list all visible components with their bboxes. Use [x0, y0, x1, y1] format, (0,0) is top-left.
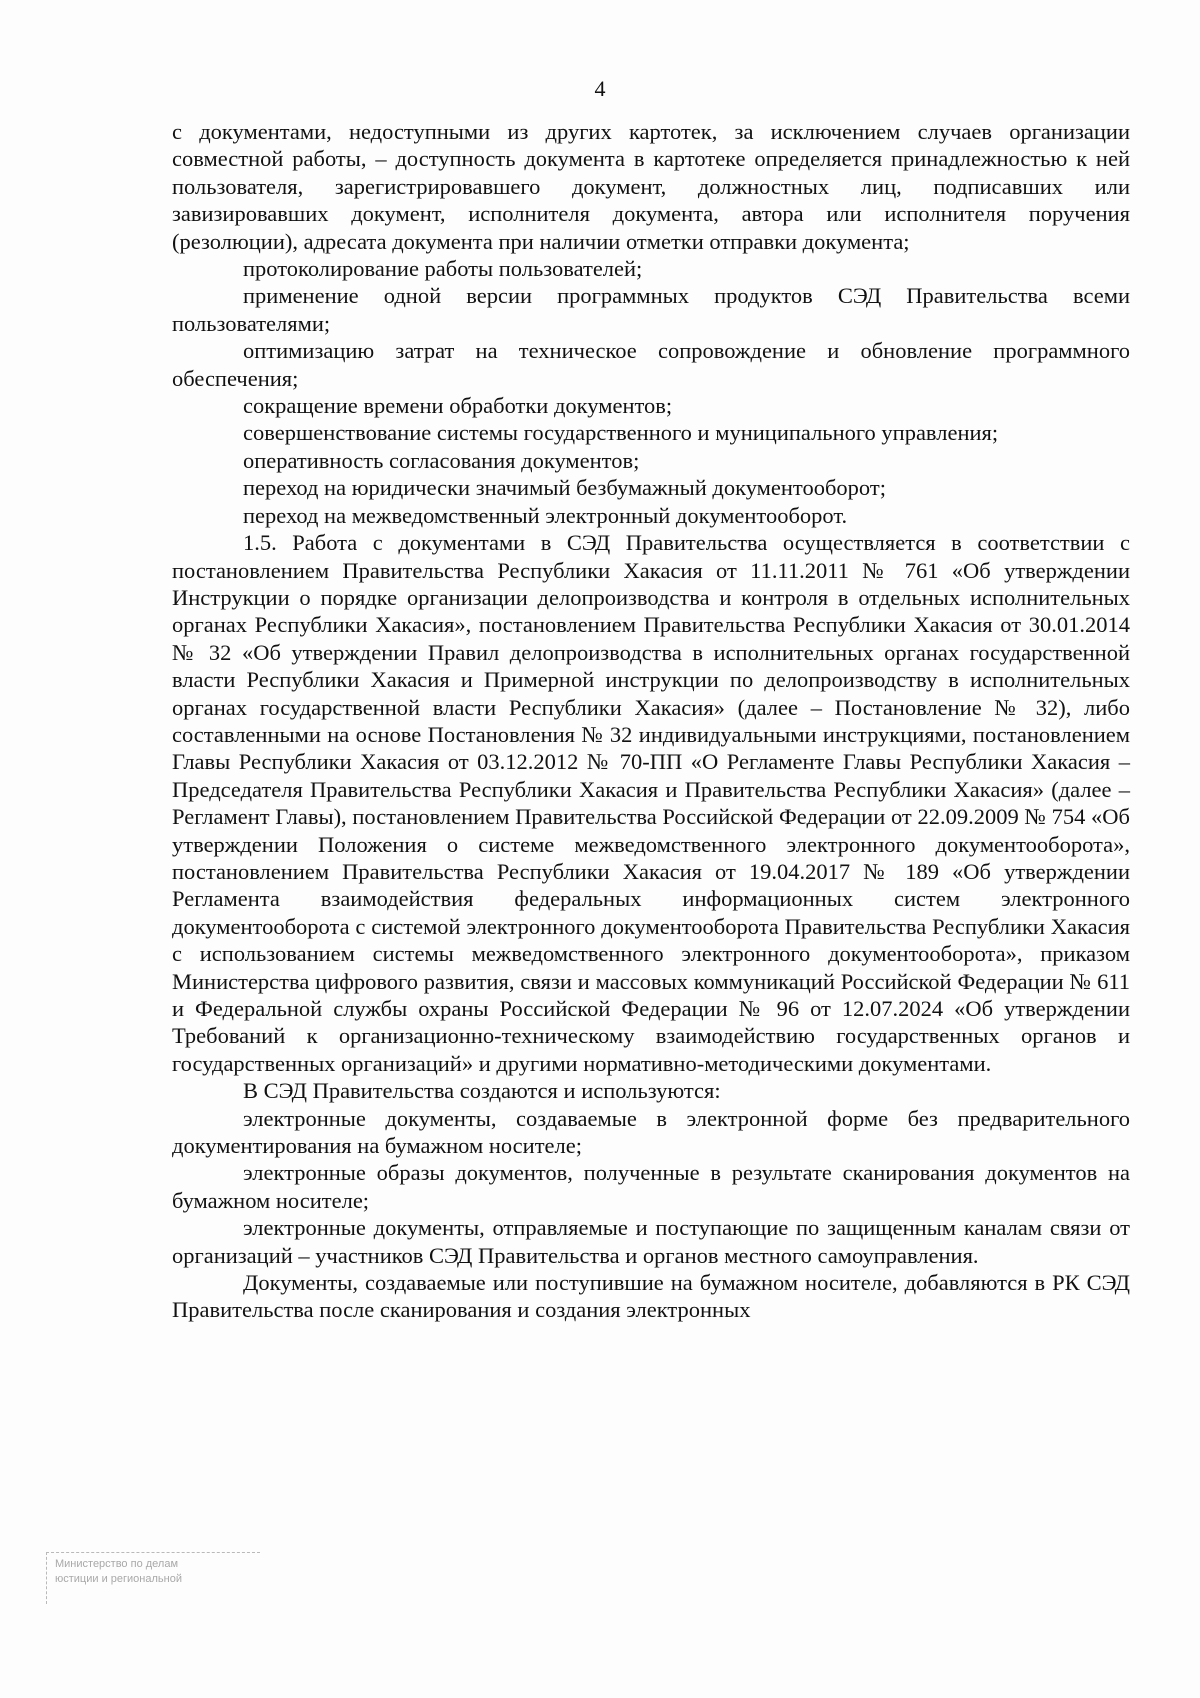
stamp-line: юстиции и региональной	[55, 1573, 182, 1585]
paragraph-section-1-5: 1.5. Работа с документами в СЭД Правительства осуществляется в соответствии с постановлением Правительства Республики Хакасия от 11.11.2011 № 761 «Об утверждении Инструкции о порядке организации делопроизводства и контроля в отдельных исполнительных органах Республики Хакасия», постановлением Правительства Республики Хакасия от 30.01.2014 № 32 «Об утверждении Правил делопроизводства в исполнительных органах государственной власти Республики Хакасия и Примерной инструкции по делопроизводству в исполнительных органах государственной власти Республики Хакасия» (далее – Постановление № 32), либо составленными на основе Постановления № 32 индивидуальными инструкциями, постановлением Главы Республики Хакасия от 03.12.2012 № 70-ПП «О Регламенте Главы Республики Хакасия – Председателя Правительства Республики Хакасия и Правительства Республики Хакасия» (далее – Регламент Главы), постановлением Правительства Российской Федерации от 22.09.2009 № 754 «Об утверждении Положения о системе межведомственного электронного документооборота», постановлением Правительства Республики Хакасия от 19.04.2017 № 189 «Об утверждении Регламента взаимодействия федеральных информационных систем электронного документооборота с системой электронного документооборота Правительства Республики Хакасия с использованием системы межведомственного электронного документооборота», приказом Министерства цифрового развития, связи и массовых коммуникаций Российской Федерации № 611 и Федеральной службы охраны Российской Федерации № 96 от 12.07.2024 «Об утверждении Требований к организационно-техническому взаимодействию государственных органов и государственных организаций» и другими нормативно-методическими документами.	[172, 530, 1130, 1076]
paragraph: оперативность согласования документов;	[243, 447, 640, 473]
paragraph: протоколирование работы пользователей;	[243, 256, 643, 282]
paragraph: сокращение времени обработки документов;	[243, 393, 673, 419]
document-body	[172, 118, 1130, 1324]
paragraph: В СЭД Правительства создаются и используются:	[243, 1078, 721, 1104]
paragraph: применение одной версии программных продуктов СЭД Правительства всеми пользователями;	[172, 283, 1130, 336]
paragraph: переход на юридически значимый безбумажный документооборот;	[243, 475, 886, 501]
paragraph: с документами, недоступными из других картотек, за исключением случаев организации совместной работы, – доступность документа в картотеке определяется принадлежностью к ней пользователя, зарегистрировавшего документ, должностных лиц, подписавших или завизировавших документ, исполнителя документа, автора или исполнителя поручения (резолюции), адресата документа при наличии отметки отправки документа;	[172, 119, 1130, 254]
paragraph: совершенствование системы государственного и муниципального управления;	[243, 420, 999, 446]
stamp-line: Министерство по делам	[55, 1558, 179, 1570]
paragraph: переход на межведомственный электронный документооборот.	[243, 502, 848, 528]
paragraph: электронные образы документов, полученные в результате сканирования документов на бумажном носителе;	[172, 1160, 1130, 1213]
page-number: 4	[594, 76, 606, 101]
paragraph: электронные документы, создаваемые в электронной форме без предварительного документирования на бумажном носителе;	[172, 1105, 1130, 1159]
paragraph: Документы, создаваемые или поступившие на бумажном носителе, добавляются в РК СЭД Правительства после сканирования и создания электронных	[172, 1270, 1130, 1323]
paragraph: оптимизацию затрат на техническое сопровождение и обновление программного обеспечения;	[172, 338, 1130, 391]
registration-stamp	[46, 1552, 260, 1604]
paragraph: электронные документы, отправляемые и поступающие по защищенным каналам связи от организаций – участников СЭД Правительства и органов местного самоуправления.	[172, 1215, 1130, 1268]
